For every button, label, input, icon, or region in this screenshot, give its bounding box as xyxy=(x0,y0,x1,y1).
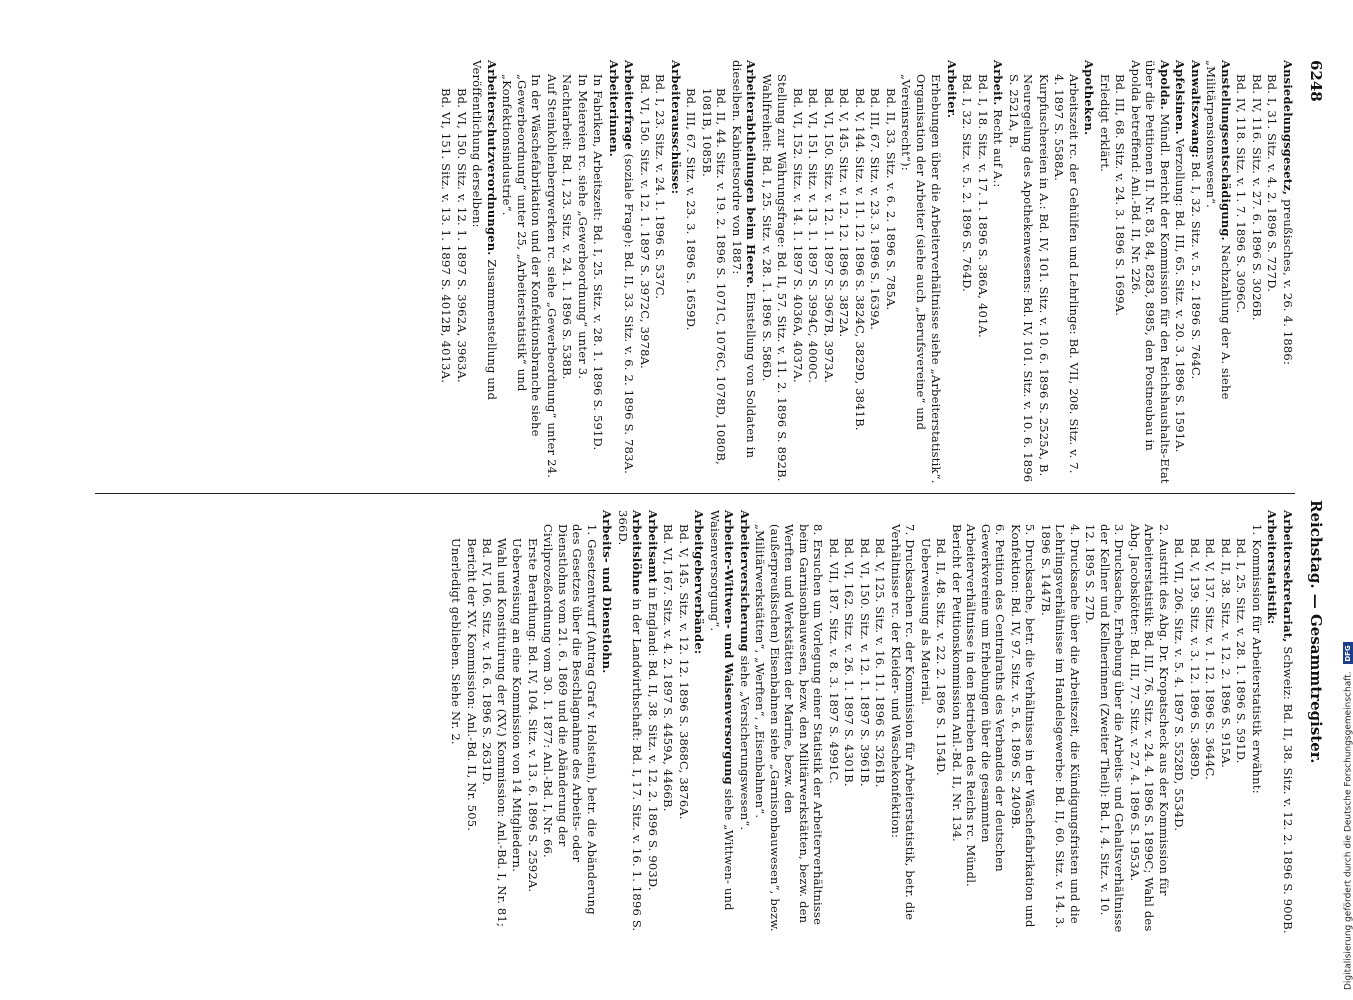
index-entry xyxy=(1128,510,1172,935)
index-text: Wahl und Konstituirung der (XV.) Kommission: Anl.-Bd. I, Nr. 81; Bd. IV, 106. Sitz. v. 16. 6. 1896 S. 2631D. xyxy=(480,538,509,928)
index-entry xyxy=(858,510,873,935)
index-text: Bd. IV, 116. Sitz. v. 27. 6. 1896 S. 3026B. xyxy=(1250,74,1264,321)
index-keyword: Arbeiterversicherung xyxy=(738,510,752,652)
index-entry xyxy=(470,60,499,485)
index-text: (soziale Frage): Bd. II, 33. Sitz. v. 6. 2. 1896 S. 783A. xyxy=(622,153,637,474)
index-text: Bd. I, 32. Sitz. v. 5. 2. 1896 S. 764D. xyxy=(960,74,975,293)
index-text: 1. Gesetzentwurf (Antrag Graf v. Holstein), betr. die Abänderung des Gesetzes über die Beschlagnahme des Arbeits- oder Dienstlohns vom 21. 6. 1869 und die Abänderung der Civilprozeßordnung vom 30. 1. 1877: Anl.-Bd. I, Nr. 66. xyxy=(541,524,599,915)
index-entry xyxy=(500,60,544,485)
index-entry xyxy=(1083,510,1127,935)
index-text: Bd. V, 139. Sitz. v. 3. 12. 1896 S. 3689D. xyxy=(1188,538,1202,781)
index-text: Bericht der XV. Kommission: Anl.-Bd. II, Nr. 505. xyxy=(465,538,479,832)
index-text: Wahlfreiheit: Bd. I, 25. Sitz. v. 28. 1. 1896 S. 586D. xyxy=(760,74,774,382)
index-text: Bd. II, 33. Sitz. v. 6. 2. 1896 S. 785A. xyxy=(884,88,898,311)
index-entry xyxy=(708,510,737,935)
rotated-page-content xyxy=(75,50,1325,950)
index-text: Bd. VII, 206. Sitz. v. 5. 4. 1897 S. 5528D, 5534D. xyxy=(1172,538,1187,832)
index-keyword: Arbeits- und Dienstlohn. xyxy=(600,510,615,674)
right-column xyxy=(448,510,1295,935)
index-entry xyxy=(1037,60,1052,485)
index-entry xyxy=(1203,510,1218,935)
index-text: Bd. III, 67. Sitz. v. 23. 3. 1896 S. 1659D. xyxy=(684,88,699,331)
funding-note xyxy=(1343,0,1353,990)
index-entry xyxy=(929,60,944,485)
index-entry xyxy=(1189,60,1204,485)
index-entry xyxy=(677,510,692,935)
index-text: Kurpfuschereien in A.: Bd. IV, 101. Sitz. v. 10. 6. 1896 S. 2525A, B. xyxy=(1037,74,1051,477)
index-text: Bd. V, 137. Sitz. v. 1. 12. 1896 S. 3644C. xyxy=(1203,538,1218,780)
index-entry xyxy=(1039,510,1083,935)
index-text: 8. Ersuchen um Vorlegung einer Statistik der Arbeiterverhältnisse beim Garnisonbauwesen, bezw. den Militärwerkstätten, bezw. den Werften und Werkstätten der Marine, bezw. den (außerpreußischen) Eisenbahnen siehe „Garnisonbauwesen“, bezw. „Militärwerkstätten“, „Werften“, „Eisenbahnen“. xyxy=(753,524,826,932)
index-entry xyxy=(842,510,857,935)
index-entry xyxy=(1172,510,1187,935)
index-entry xyxy=(455,60,470,485)
index-entry xyxy=(868,60,883,485)
index-keyword: Ansiedelungsgesetz, xyxy=(1281,60,1295,196)
index-text: 3. Drucksache, Erhebung über die Arbeits- und Gehaltsverhältnisse der Kellner und Kellnerinnen (Zweiter Theil): Bd. I, 4. Sitz. v. 10. 12. 1895 S. 27D. xyxy=(1083,524,1127,933)
funding-note-text: Digitalisierung gefördert durch die Deutsche Forschungsgemeinschaft. xyxy=(1343,671,1353,990)
index-entry xyxy=(638,60,653,485)
index-text: Recht auf A.: xyxy=(991,109,1006,188)
index-text: Bd. VI, 150. Sitz. v. 12. 1. 1897 S. 3962A, 3963A. xyxy=(455,88,469,383)
index-text: Bd. VII, 187. Sitz. v. 8. 3. 1897 S. 4991C. xyxy=(827,538,841,784)
index-text: 7. Drucksachen rc. der Kommission für Arbeiterstatistik, betr. die Verhältnisse rc. der Kleider- und Wäschekonfektion: xyxy=(889,524,918,921)
index-text: Zusammenstellung und Veröffentlichung derselben: xyxy=(470,60,499,401)
index-text: Bd. VI, 150. Sitz. v. 12. 1. 1897 S. 3972C, 3978A. xyxy=(638,74,652,370)
index-entry xyxy=(1281,60,1296,485)
index-keyword: Apotheken. xyxy=(1082,60,1097,136)
index-text: In Fabriken, Arbeitszeit: Bd. I, 25. Sitz. v. 28. 1. 1896 S. 591D. xyxy=(591,74,606,451)
index-entry xyxy=(1188,510,1203,935)
index-text: Bd. I, 23. Sitz. v. 24. 1. 1896 S. 537C. xyxy=(653,74,668,300)
index-text: Verzollung: Bd. III, 65. Sitz. v. 20. 3. 1896 S. 1591A. xyxy=(1173,138,1188,453)
index-entry xyxy=(576,60,591,485)
index-text: Ueberweisung als Material. xyxy=(919,538,933,705)
index-entry xyxy=(873,510,888,935)
index-entry xyxy=(616,510,645,935)
index-text: Bd. VI, 150. Sitz. v. 12. 1. 1897 S. 3961B. xyxy=(858,538,872,787)
index-entry xyxy=(1098,60,1113,485)
index-text: in England: Bd. II, 38. Sitz. v. 12. 2. 1896 S. 903D. xyxy=(646,587,660,891)
index-text: Nachzahlung der A. siehe „Militärpensionswesen“. xyxy=(1204,60,1233,400)
index-text: 5. Drucksache, betr. die Verhältnisse in der Wäschefabrikation und Konfektion: Bd. IV, 97. Sitz. v. 5. 6. 1896 S. 2409B. xyxy=(1009,524,1038,928)
index-keyword: Arbeiterausschüsse: xyxy=(669,60,683,195)
index-text: In der Wäschefabrikation und der Konfektionsbranche siehe „Gewerbeordnung“ unter 25, „Arbeiterstatistik“ und „Konfektionsindustrie“. xyxy=(500,74,544,437)
page-number: 6248 xyxy=(1307,60,1325,102)
index-keyword: Apolda. xyxy=(1158,60,1172,110)
index-entry xyxy=(991,60,1006,485)
index-text: Auf Steinkohlenbergwerken rc. siehe „Gewerbeordnung“ unter 24. xyxy=(545,74,559,478)
index-entry xyxy=(1265,510,1280,935)
index-entry xyxy=(837,60,852,485)
index-entry xyxy=(976,60,991,485)
index-text: Erhebungen über die Arbeiterverhältnisse siehe „Arbeiterstatistik“. xyxy=(929,74,944,484)
index-keyword: Arbeiter-Wittwen- und Waisenversorgung xyxy=(722,510,737,785)
index-text: Ueberweisung an eine Kommission von 14 Mitgliedern. xyxy=(510,538,525,872)
index-text: Einstellung von Soldaten in dieselben. Kabinetsordre von 1887: xyxy=(730,60,759,459)
index-keyword: Arbeitslöhne xyxy=(630,510,645,595)
index-text: Organisation der Arbeiter (siehe auch „Berufsvereine“ und „Vereinsrecht“): xyxy=(899,74,928,431)
index-entry xyxy=(1052,60,1081,485)
index-keyword: Anstellungsentschädigung. xyxy=(1219,60,1233,241)
page-header xyxy=(1301,60,1325,940)
index-text: Unerledigt geblieben. Siehe Nr. 2. xyxy=(449,538,464,745)
index-keyword: Arbeiter. xyxy=(945,60,959,119)
index-entry xyxy=(545,60,560,485)
index-entry xyxy=(700,60,729,485)
index-keyword: Anwaltszwang: xyxy=(1189,60,1203,158)
index-text: In Meiereien rc. siehe „Gewerbeordnung“ unter 3. xyxy=(576,74,590,380)
index-entry xyxy=(919,510,934,935)
index-text: Bd. II, 38. Sitz. v. 12. 2. 1896 S. 915A. xyxy=(1219,538,1233,768)
column-divider xyxy=(95,493,1295,494)
index-text: Mündl. Bericht der Kommission für den Reichshaushalts-Etat über die Petitionen II. Nr. 83, 84, 8283, 8985, den Postneubau in Apolda betreffend: Anl.-Bd. II, Nr. 226. xyxy=(1129,60,1172,484)
index-entry xyxy=(1204,60,1233,485)
index-entry xyxy=(822,60,837,485)
index-keyword: Arbeiterinnen. xyxy=(607,60,621,157)
index-entry xyxy=(510,510,525,935)
index-entry xyxy=(692,510,707,935)
index-entry xyxy=(661,510,676,935)
index-entry xyxy=(899,60,928,485)
index-text: Bd. I, 18. Sitz. v. 17. 1. 1896 S. 386A, 401A. xyxy=(976,74,990,338)
index-text: Bd. VI, 167. Sitz. v. 4. 2. 1897 S. 4459A, 4466B. xyxy=(661,524,676,812)
index-entry xyxy=(1219,510,1234,935)
index-keyword: Arbeiterfrage xyxy=(622,60,637,150)
index-keyword: Apfelsinen. xyxy=(1173,60,1188,135)
index-text: 2. Austritt des Abg. Dr. Kropatscheck aus der Kommission für Arbeiterstatistik: Bd. III, 76. Sitz. v. 24. 4. 1896 S. 1899C; Wahl des Abg. Jacobskötter: Bd. III, 77. Sitz. v. 27. 4. 1896 S. 1953A. xyxy=(1128,524,1171,932)
index-text: Bd. II, 44. Sitz. v. 19. 2. 1896 S. 1071C, 1076C, 1078D, 1080B, 1081B, 1085B. xyxy=(700,88,729,466)
index-text: Bd. V, 145. Sitz. v. 12. 12. 1896 S. 3868C, 3876A. xyxy=(677,524,691,820)
index-keyword: Arbeitsamt xyxy=(646,510,660,584)
index-text: Bd. IV, 118. Sitz. v. 1. 7. 1896 S. 3096C. xyxy=(1234,74,1249,314)
index-text: preußisches, v. 26. 4. 1886: xyxy=(1281,199,1295,366)
index-entry xyxy=(1250,60,1265,485)
index-entry xyxy=(1129,60,1173,485)
index-text: Erledigt erklärt. xyxy=(1098,74,1112,173)
index-keyword: Arbeitgeberverbände: xyxy=(692,510,707,655)
index-entry xyxy=(560,60,575,485)
index-entry xyxy=(945,60,960,485)
index-text: Neuregelung des Apothekenwesens: Bd. IV, 101. Sitz. v. 10. 6. 1896 S. 2521A, B. xyxy=(1007,74,1036,483)
index-entry xyxy=(439,60,454,485)
index-text: Bd. I, 32. Sitz. v. 5. 2. 1896 S. 764C. xyxy=(1189,161,1203,380)
index-text: Bd. VI, 162. Sitz. v. 26. 1. 1897 S. 4301B. xyxy=(842,538,857,787)
index-text: siehe „Wittwen- und Waisenversorgung“. xyxy=(708,510,737,911)
index-text: Bd. III, 68. Sitz. v. 24. 3. 1896 S. 1699A. xyxy=(1113,74,1128,317)
index-entry xyxy=(1113,60,1128,485)
left-column xyxy=(438,60,1295,485)
dfg-logo: DFG xyxy=(1343,643,1353,665)
index-text: in der Landwirthschaft: Bd. I, 17. Sitz. v. 16. 1. 1896 S. 366D. xyxy=(616,510,645,932)
index-entry xyxy=(960,60,975,485)
index-entry xyxy=(853,60,868,485)
index-keyword: Arbeiterstatistik: xyxy=(1265,510,1280,625)
index-entry xyxy=(1250,510,1265,935)
index-entry xyxy=(791,60,806,485)
index-text: Bd. VI, 150. Sitz. v. 12. 1. 1897 S. 3967B, 3973A. xyxy=(822,88,836,384)
index-entry xyxy=(526,510,541,935)
index-entry xyxy=(622,60,637,485)
index-text: Bd. III, 67. Sitz. v. 23. 3. 1896 S. 1639A. xyxy=(868,88,883,331)
index-keyword: Arbeit. xyxy=(991,60,1006,106)
index-entry xyxy=(465,510,480,935)
index-text: 6. Petition des Centralraths des Verbandes der deutschen Gewerkvereine um Erhebungen über die gesammten Arbeiterverhältnisse in den Betrieben des Reichs rc. Mündl. Bericht der Petitionskommission Anl.-Bd. II, Nr. 134. xyxy=(950,524,1008,887)
index-entry xyxy=(827,510,842,935)
index-text: Bd. V, 144. Sitz. v. 11. 12. 1896 S. 3824C, 3829D, 3841B. xyxy=(853,88,867,431)
index-entry xyxy=(449,510,464,935)
index-text: Bd. VI, 151. Sitz. v. 13. 1. 1897 S. 4012B, 4013A. xyxy=(439,88,454,384)
index-entry xyxy=(730,60,759,485)
index-entry xyxy=(1281,510,1296,935)
index-text: siehe „Versicherungswesen“. xyxy=(738,655,752,831)
index-text: Arbeitszeit rc. der Gehülfen und Lehrlinge: Bd. VII, 208. Sitz. v. 7. 4. 1897 S. 5588A. xyxy=(1052,74,1081,474)
index-text: Erste Berathung: Bd. IV, 104. Sitz. v. 13. 6. 1896 S. 2592A. xyxy=(526,538,540,893)
index-entry xyxy=(1234,60,1249,485)
index-entry xyxy=(480,510,509,935)
index-text: Bd. VI, 152. Sitz. v. 14. 1. 1897 S. 4036A, 4037A. xyxy=(791,88,805,383)
index-text: 4. Drucksache über die Arbeitszeit, die Kündigungsfristen und die Lehrlingsverhältnisse im Handelsgewerbe: Bd. II, 60. Sitz. v. 14. 3. 1896 S. 1447B. xyxy=(1039,524,1082,929)
index-text: Bd. V, 125. Sitz. v. 16. 11. 1896 S. 3261B. xyxy=(873,538,888,788)
index-entry xyxy=(1007,60,1036,485)
index-entry xyxy=(738,510,753,935)
index-entry xyxy=(1234,510,1249,935)
index-entry xyxy=(541,510,599,935)
index-text: Bd. I, 25. Sitz. v. 28. 1. 1896 S. 591D. xyxy=(1234,538,1249,764)
index-entry xyxy=(760,60,775,485)
index-entry xyxy=(1009,510,1038,935)
index-entry xyxy=(775,60,790,485)
index-entry xyxy=(806,60,821,485)
index-entry xyxy=(653,60,668,485)
index-entry xyxy=(889,510,918,935)
index-entry xyxy=(684,60,699,485)
index-entry xyxy=(1173,60,1188,485)
index-entry xyxy=(669,60,684,485)
index-text: Schweiz: Bd. II, 38. Sitz. v. 12. 2. 1896 S. 900B. xyxy=(1281,646,1295,934)
index-keyword: Arbeiterabtheilungen beim Heere. xyxy=(744,60,759,289)
index-text: Nachtarbeit: Bd. I, 23. Sitz. v. 24. 1. 1896 S. 538B. xyxy=(560,74,575,380)
index-entry xyxy=(934,510,949,935)
index-keyword: Arbeitersekretariat, xyxy=(1281,510,1295,643)
page-title: Reichstag. — Gesammtregister. xyxy=(1307,500,1325,764)
index-entry xyxy=(950,510,1008,935)
index-text: Stellung zur Währungsfrage: Bd. II, 57. Sitz. v. 11. 2. 1896 S. 892B. xyxy=(775,74,790,482)
index-entry xyxy=(884,60,899,485)
index-entry xyxy=(1082,60,1097,485)
index-entry xyxy=(591,60,606,485)
index-entry xyxy=(607,60,622,485)
index-text: Bd. II, 48. Sitz. v. 22. 2. 1896 S. 1154D. xyxy=(934,538,949,776)
index-text: Bd. VI, 151. Sitz. v. 13. 1. 1897 S. 3994C, 4000C. xyxy=(806,88,821,384)
index-entry xyxy=(753,510,826,935)
index-text: Bd. I, 31. Sitz. v. 4. 2. 1896 S. 727D. xyxy=(1265,74,1280,293)
index-entry xyxy=(1265,60,1280,485)
index-keyword: Arbeiterschutzverordnungen. xyxy=(485,60,499,256)
index-text: Bd. V, 145. Sitz. v. 12. 12. 1896 S. 3872A. xyxy=(837,88,852,338)
index-entry xyxy=(600,510,615,935)
index-text: 1. Kommission für Arbeiterstatistik erwähnt: xyxy=(1250,524,1264,794)
index-entry xyxy=(646,510,661,935)
